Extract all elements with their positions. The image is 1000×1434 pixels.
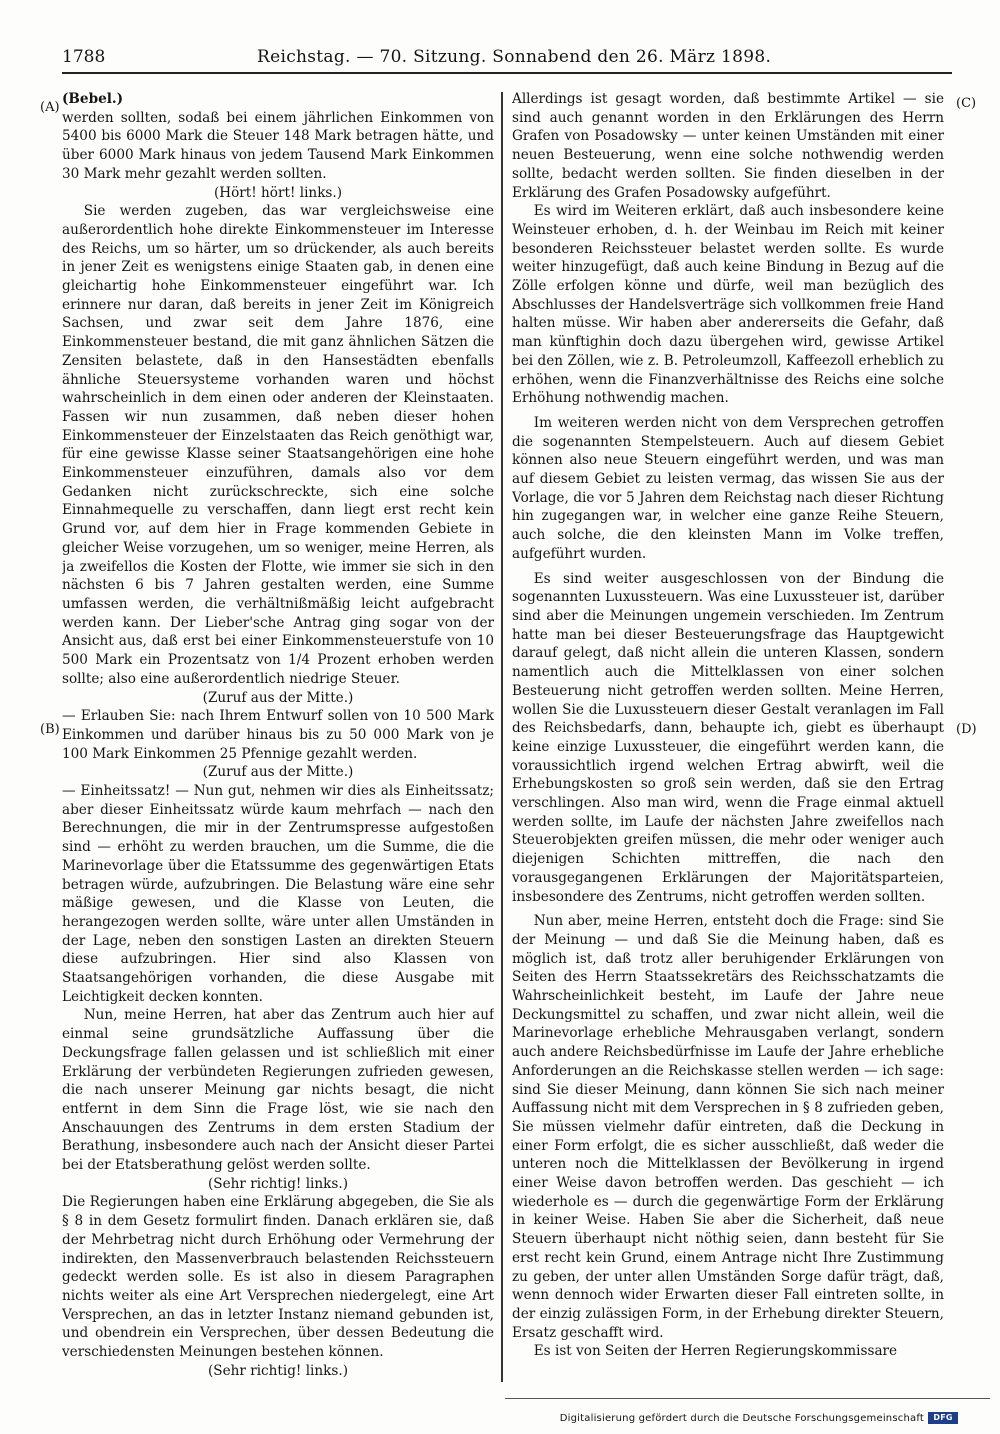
paragraph: Allerdings ist gesagt worden, daß bestimmte Artikel — sie sind auch genannt worden in den Erklärungen des Herrn Grafen von Posadowsky — unter keinen Umständen mit einer neuen Besteuerung, wenn eine solche nothwendig werden sollte, bedacht werden sollten. Sie finden dieselben in der Erklärung des Grafen Posadowsky aufgeführt. <box>512 91 944 201</box>
page-number: 1788 <box>62 47 106 67</box>
footer <box>560 1412 958 1424</box>
paragraph: Im weiteren werden nicht von dem Versprechen getroffen die sogenannten Stempelsteuern. Auch auf diesem Gebiet können also neue Steuern eingeführt werden, und was man auf diesem Gebiet zu leisten vermag, das wissen Sie aus der Vorlage, die vor 5 Jahren dem Reichstag nach dieser Richtung hin zugegangen war, in welcher eine ganze Reihe Steuern, auch solche, die den kleinsten Mann im Volke treffen, aufgeführt wurden. <box>512 414 944 562</box>
paragraph: Es sind weiter ausgeschlossen von der Bindung die sogenannten Luxussteuern. Was eine Luxussteuer ist, darüber sind aber die Meinungen ungemein verschieden. Im Zentrum hatte man bei dieser Besteuerungsfrage das Hauptgewicht darauf gelegt, daß nicht allein die unteren Klassen, sondern namentlich auch die Mittelklassen von einer solchen Besteuerung nicht getroffen werden sollten. Meine Herren, wollen Sie die Luxussteuern dieser Gestalt veranlagen im Fall des Reichsbedarfs, dann, behaupte ich, giebt es überhaupt keine einzige Luxussteuer, die eingeführt werden kann, die voraussichtlich irgend welchen Ertrag abwirft, weil die Erhebungskosten so groß sein werden, daß sie den Ertrag verschlingen. Also man wird, wenn die Frage einmal aktuell werden sollte, im Laufe der nächsten Jahre zweifellos nach Steuerobjekten greifen müssen, die mehr oder weniger auch diejenigen Schichten mittreffen, die nach den vorausgegangenen Erklärungen der Majoritätsparteien, insbesondere des Zentrums, nicht getroffen werden sollten. <box>512 570 944 905</box>
interjection: (Zuruf aus der Mitte.) <box>202 764 354 781</box>
footer-rule <box>505 1398 990 1399</box>
left-column <box>62 90 494 1381</box>
interjection: (Zuruf aus der Mitte.) <box>202 689 354 706</box>
speaker-name: (Bebel.) <box>62 91 124 107</box>
paragraph: Nun, meine Herren, hat aber das Zentrum auch hier auf einmal seine grundsätzliche Auffassung über die Deckungsfrage fallen gelassen und ist schließlich mit einer Erklärung der verbündeten Regierungen zufrieden gewesen, die nach unserer Meinung gar nichts besagt, die nicht entfernt in dem Sinn die Frage löst, wie sie nach den Anschauungen des Zentrums in dem ersten Stadium der Berathung, insbesondere auch nach der Ansicht dieser Partei bei der Etatsberathung gelöst werden sollte. <box>62 1007 494 1174</box>
interjection: (Sehr richtig! links.) <box>207 1362 349 1379</box>
running-title: Reichstag. — 70. Sitzung. Sonnabend den 26. März 1898. <box>257 47 772 67</box>
paragraph: Die Regierungen haben eine Erklärung abgegeben, die Sie als § 8 in dem Gesetz formulirt finden. Danach erklären sie, daß der Mehrbetrag nicht durch Erhöhung oder Vermehrung der indirekten, den Massenverbrauch belastenden Reichssteuern gedeckt werden solle. Es ist also in diesem Paragraphen nichts weiter als eine Art Versprechen niedergelegt, eine Art Versprechen, an das in letzter Instanz niemand gebunden ist, und obendrein ein Versprechen, über dessen Bedeutung die verschiedensten Meinungen bestehen können. <box>62 1194 494 1361</box>
interjection: (Sehr richtig! links.) <box>207 1175 349 1192</box>
margin-marker-b: (B) <box>40 722 60 737</box>
interjection: (Hört! hört! links.) <box>213 184 343 201</box>
paragraph: Sie werden zugeben, das war vergleichsweise eine außerordentlich hohe direkte Einkommensteuer im Interesse des Reichs, um so härter, um so drückender, als auch bereits in jener Zeit es wenigstens einige Staaten gab, in denen eine gleichartig hohe Einkommensteuer eingeführt war. Ich erinnere nur daran, daß bereits in jener Zeit im Königreich Sachsen, und zwar seit dem Jahre 1876, eine Einkommensteuer bestand, die mit ganz ähnlichen Sätzen die Zensiten belastete, daß in den Hansestädten ebenfalls ähnliche Steuersysteme vorhanden waren und höchst wahrscheinlich in dem einen oder anderen der Kleinstaaten. Fassen wir nun zusammen, daß neben dieser hohen Einkommensteuer der Einzelstaaten das Reich genöthigt war, für eine gewisse Klasse seiner Staatsangehörigen eine hohe Einkommensteuer einzuführen, damals also vor dem Gedanken nicht zurückschreckte, sich eine solche Einnahmequelle zu verschaffen, dann liegt erst recht kein Grund vor, auf dem hier in Frage kommenden Gebiete in gleicher Weise vorzugehen, um so weniger, meine Herren, als ja zweifellos die Kosten der Flotte, wie immer sie sich in den nächsten 6 bis 7 Jahren gestalten werden, eine Summe umfassen werden, die verhältnißmäßig leicht aufgebracht werden kann. Der Lieber'sche Antrag ging sogar von der Ansicht aus, daß erst bei einer Einkommensteuerstufe von 10 500 Mark ein Prozentsatz von 1/4 Prozent erhoben werden sollte; also eine außerordentlich niedrige Steuer. <box>62 203 494 687</box>
paragraph: Es wird im Weiteren erklärt, daß auch insbesondere keine Weinsteuer erhoben, d. h. der Weinbau im Reich mit keiner besonderen Reichssteuer belastet werden sollte. Es wurde weiter hinzugefügt, daß auch keine Bindung in Bezug auf die Zölle erfolgen könne und dürfe, weil man bezüglich des Abschlusses der Handelsverträge sich vollkommen freie Hand halten müsse. Wir haben aber andererseits die Gefahr, daß man künftighin doch dazu übergehen wird, gewisse Artikel bei den Zöllen, wie z. B. Petroleumzoll, Kaffeezoll erheblich zu erhöhen, wenn die Finanzverhältnisse des Reichs eine solche Erhöhung nothwendig machen. <box>512 203 944 407</box>
paragraph: Nun aber, meine Herren, entsteht doch die Frage: sind Sie der Meinung — und daß Sie die Meinung haben, daß es möglich ist, daß trotz aller beruhigender Erklärungen von Seiten des Herrn Staatssekretärs des Reichsschatzamts die Wahrscheinlichkeit besteht, im Laufe der Jahre neue Deckungsmittel zu schaffen, und zwar nicht allein, weil die Marinevorlage erhebliche Mehrausgaben verlangt, sondern auch andere Reichsbedürfnisse im Laufe der Jahre erhebliche Anforderungen an die Reichskasse stellen werden — ich sage: sind Sie dieser Meinung, dann können Sie sich nach meiner Auffassung nicht mit dem Versprechen in § 8 zufrieden geben, Sie müssen vielmehr dafür eintreten, daß die Deckung in einer Form erfolgt, die es sicher ausschließt, daß weder die unteren noch die Mittelklassen der Bevölkerung in irgend einer Weise davon betroffen werden. Das geschieht — ich wiederhole es — durch die gegenwärtige Form der Erklärung in keiner Weise. Haben Sie aber die Sicherheit, daß neue Steuern überhaupt nicht nöthig seien, dann besteht für Sie erst recht kein Grund, einem Antrage nicht Ihre Zustimmung zu geben, der unter allen Umständen Sorge dafür trägt, daß, wenn dennoch wider Erwarten dieser Fall eintreten sollte, in der einzig zulässigen Form, in der Erhebung direkter Steuern, Ersatz geschafft wird. <box>512 913 944 1341</box>
running-header <box>62 44 952 70</box>
paragraph: werden sollten, sodaß bei einem jährlichen Einkommen von 5400 bis 6000 Mark die Steuer 148 Mark betragen hätte, und über 6000 Mark hinaus von jedem Tausend Mark Einkommen 30 Mark mehr gezahlt werden sollten. <box>62 109 494 182</box>
margin-marker-a: (A) <box>40 100 60 115</box>
margin-marker-c: (C) <box>956 96 977 111</box>
right-column <box>512 90 944 1361</box>
footer-credit: Digitalisierung gefördert durch die Deutsche Forschungsgemeinschaft <box>559 1412 924 1424</box>
paragraph: Es ist von Seiten der Herren Regierungskommissare <box>533 1343 898 1360</box>
header-rule <box>62 72 952 74</box>
paragraph: — Einheitssatz! — Nun gut, nehmen wir dies als Einheitssatz; aber dieser Einheitssatz würde kaum mehrfach — nach den Berechnungen, die mir in der Zentrumspresse aufgestoßen sind — erhöht zu werden brauchen, um die Summe, die die Marinevorlage über die Etatssumme des gegenwärtigen Etats betragen würde, aufzubringen. Die Belastung wäre eine sehr mäßige gewesen, und die Klasse von Leuten, die herangezogen werden sollte, wäre unter allen Umständen in der Lage, neben den sonstigen Lasten an direkten Steuern diese aufzubringen. Hier sind also Klassen von Staatsangehörigen vorhanden, die diese Ausgabe mit Leichtigkeit decken konnten. <box>62 783 494 1005</box>
dfg-logo: DFG <box>928 1412 958 1424</box>
column-divider <box>501 92 503 1382</box>
paragraph: — Erlauben Sie: nach Ihrem Entwurf sollen von 10 500 Mark Einkommen und darüber hinaus bis zu 50 000 Mark von je 100 Mark Einkommen 25 Pfennige gezahlt werden. <box>62 708 494 762</box>
margin-marker-d: (D) <box>956 722 977 737</box>
